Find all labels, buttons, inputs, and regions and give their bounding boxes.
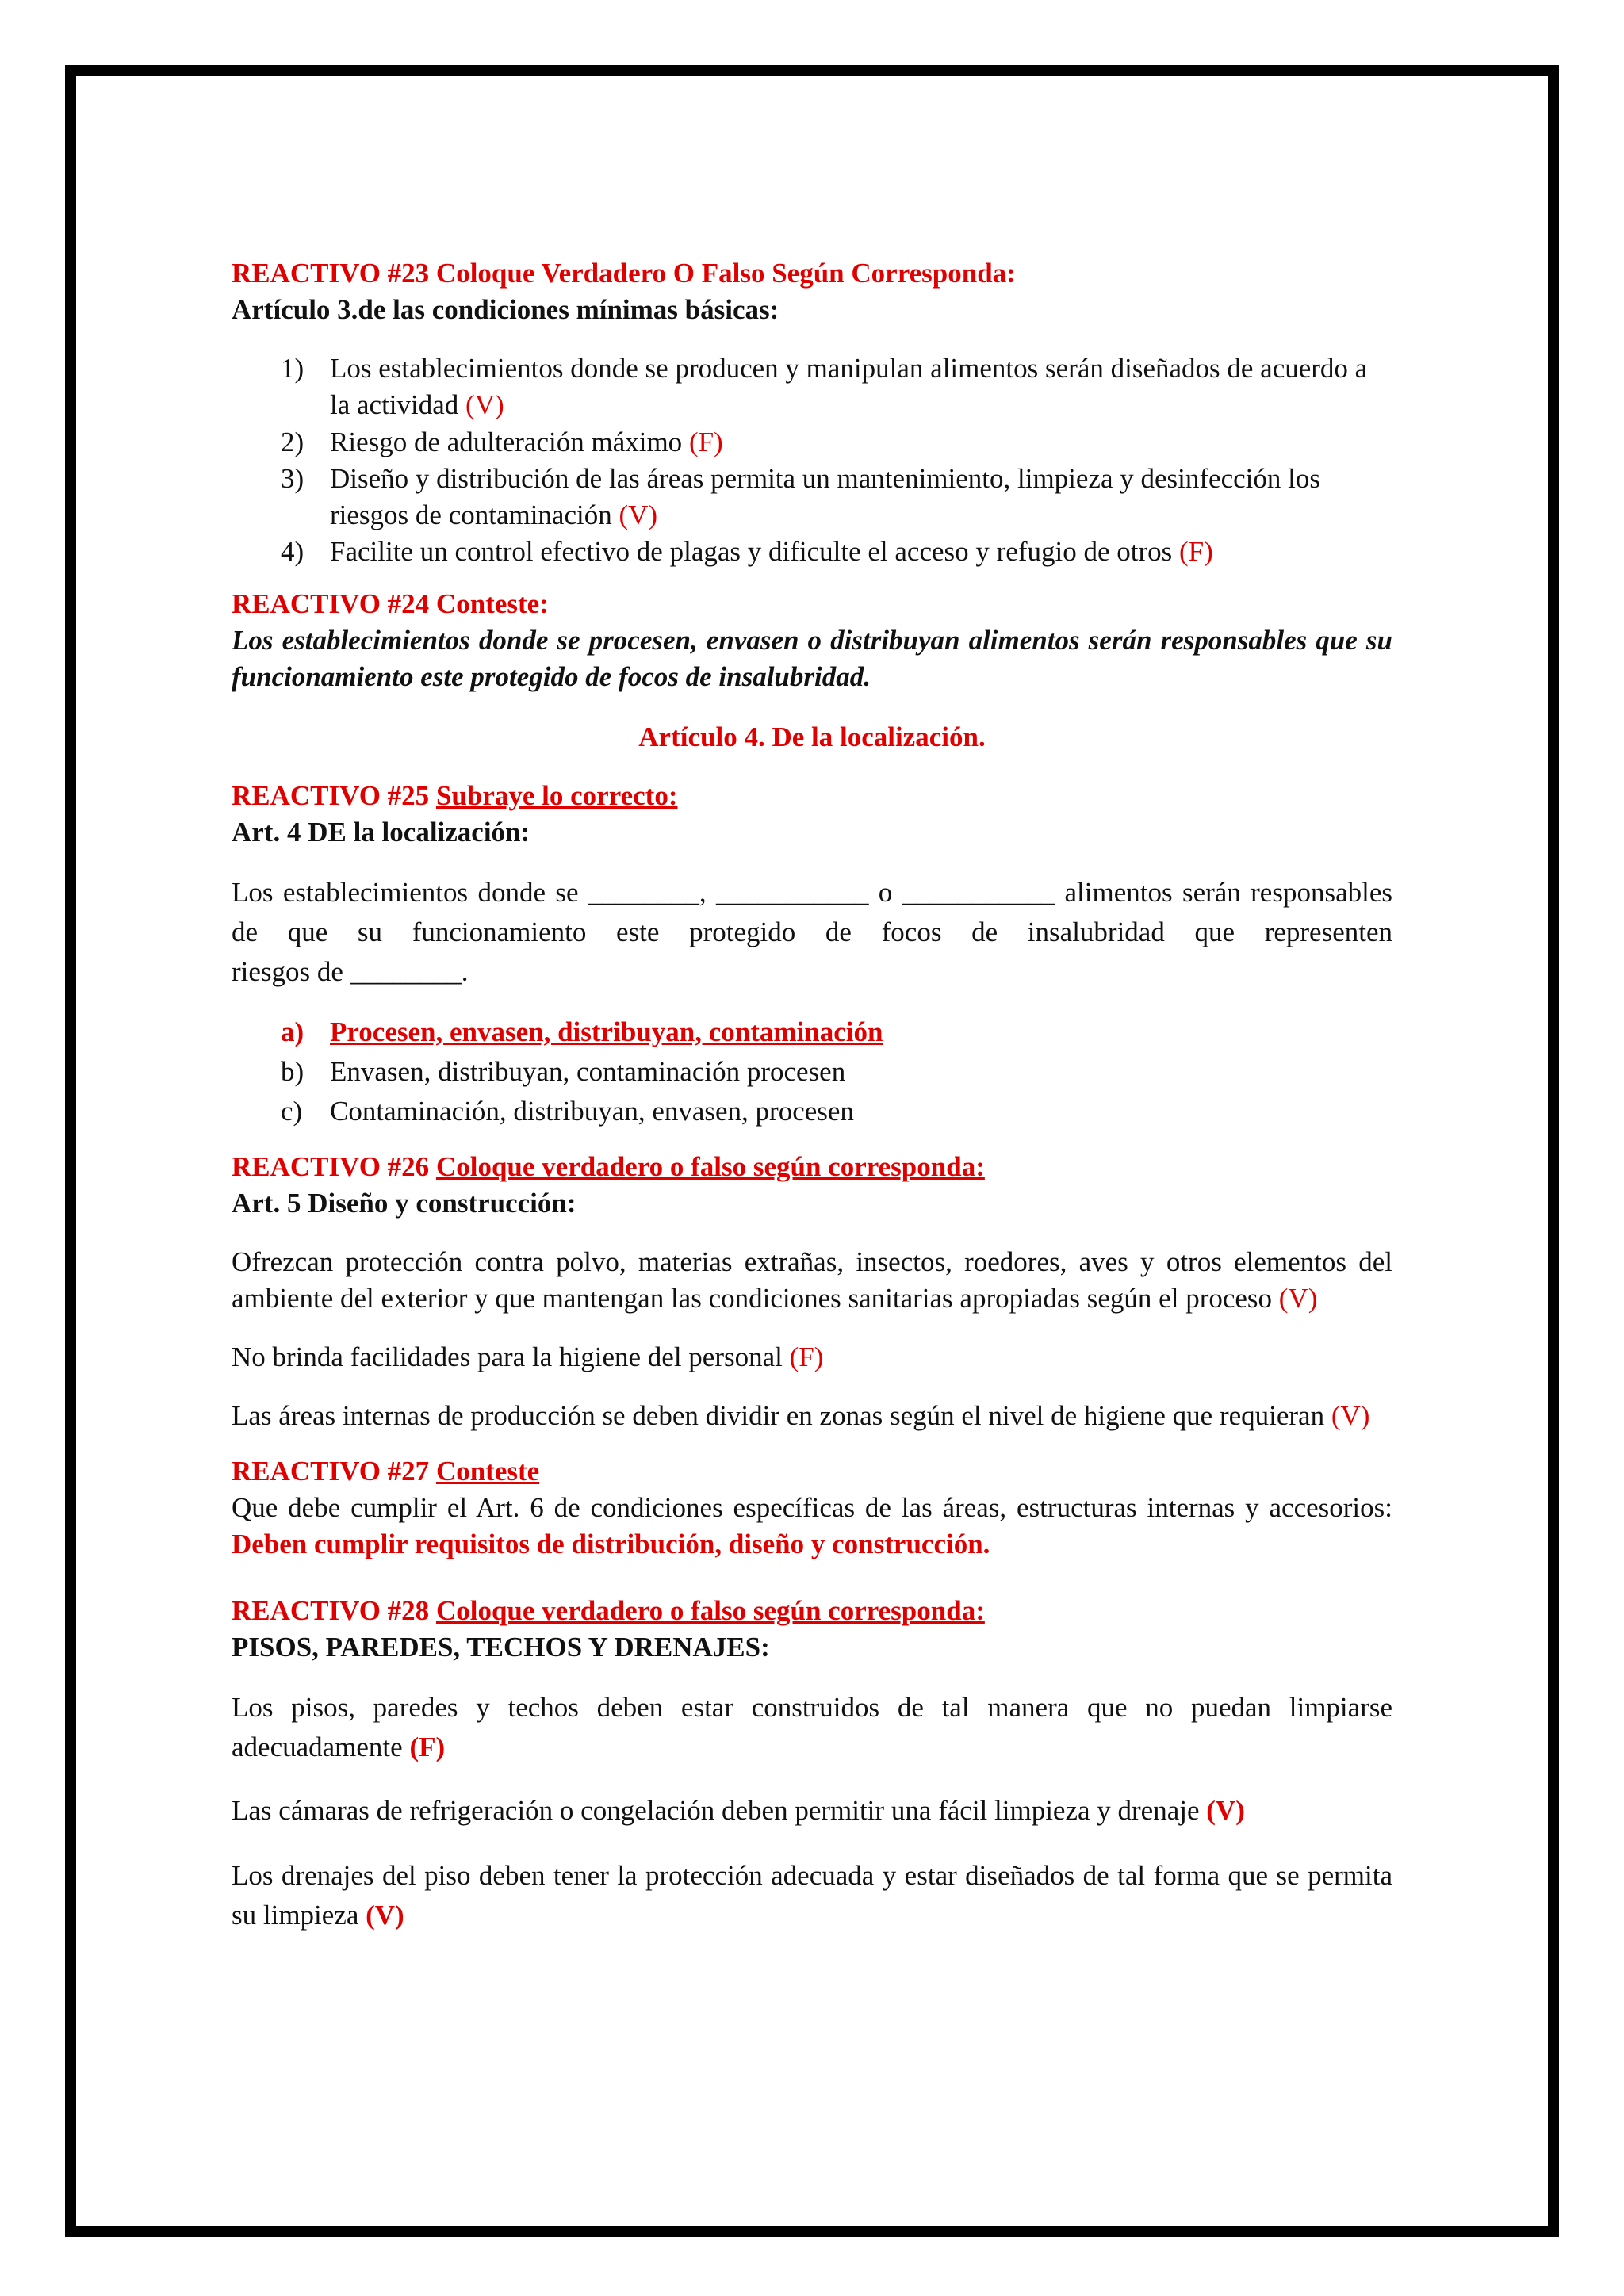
statement: Ofrezcan protección contra polvo, materias extrañas, insectos, roedores, aves y otros elementos del ambiente del exterior y que mantengan las condiciones sanitarias apropiadas según el proceso (V) — [232, 1246, 1392, 1314]
reactivo-23-list — [232, 350, 1392, 570]
reactivo-26 — [232, 1149, 1392, 1434]
reactivo-24 — [232, 586, 1392, 695]
option-c: c) Contaminación, distribuyan, envasen, procesen — [281, 1096, 854, 1127]
answer-badge: (F) — [789, 1341, 824, 1372]
answer-badge: (F) — [1179, 536, 1213, 567]
reactivo-28 — [232, 1593, 1392, 1935]
reactivo-25 — [232, 778, 1392, 1131]
answer-badge: (V) — [465, 389, 504, 420]
answer-badge: (F) — [688, 427, 723, 457]
statement: Los pisos, paredes y techos deben estar construidos de tal manera que no puedan limpiarse adecuadamente (F) — [232, 1692, 1392, 1762]
reactivo-28-title: REACTIVO #28 Coloque verdadero o falso según corresponda: — [232, 1595, 985, 1626]
reactivo-27 — [232, 1453, 1392, 1563]
reactivo-25-title: REACTIVO #25 Subraye lo correcto: — [232, 780, 678, 811]
statement: Las cámaras de refrigeración o congelación deben permitir una fácil limpieza y drenaje (V) — [232, 1795, 1245, 1826]
reactivo-27-title: REACTIVO #27 Conteste — [232, 1456, 540, 1487]
answer-badge: (V) — [366, 1900, 404, 1931]
answer-badge: (V) — [1278, 1283, 1318, 1314]
articulo-4-heading: Artículo 4. De la localización. — [638, 721, 986, 752]
reactivo-24-title: REACTIVO #24 Conteste: — [232, 588, 549, 619]
reactivo-26-title: REACTIVO #26 Coloque verdadero o falso según corresponda: — [232, 1151, 985, 1182]
reactivo-27-question: Que debe cumplir el Art. 6 de condiciones específicas de las áreas, estructuras internas y accesorios: Deben cumplir requisitos de distribución, diseño y construcción. — [232, 1492, 1392, 1559]
reactivo-28-subtitle: PISOS, PAREDES, TECHOS Y DRENAJES: — [232, 1632, 770, 1663]
reactivo-23 — [232, 255, 1392, 570]
list-item: 3) Diseño y distribución de las áreas permita un mantenimiento, limpieza y desinfección los riesgos de contaminación (V) — [281, 463, 1320, 530]
list-item: 1) Los establecimientos donde se producen y manipulan alimentos serán diseñados de acuerdo a la actividad (V) — [281, 353, 1368, 420]
answer-badge: (V) — [619, 499, 658, 530]
answer-badge: (F) — [409, 1732, 446, 1762]
reactivo-25-options — [232, 1012, 1392, 1131]
reactivo-26-subtitle: Art. 5 Diseño y construcción: — [232, 1188, 576, 1219]
answer-badge: (V) — [1206, 1795, 1245, 1826]
reactivo-25-paragraph: Los establecimientos donde se ________, ___________ o ___________ alimentos serán responsables de que su funcionamiento este protegido de focos de insalubridad que representen — [232, 877, 1392, 947]
statement: Las áreas internas de producción se deben dividir en zonas según el nivel de higiene que requieran (V) — [232, 1400, 1370, 1431]
option-a-correct: a) Procesen, envasen, distribuyan, contaminación — [281, 1016, 883, 1047]
statement: No brinda facilidades para la higiene del personal (F) — [232, 1341, 824, 1372]
list-item: 4) Facilite un control efectivo de plagas y dificulte el acceso y refugio de otros (F) — [281, 536, 1213, 567]
reactivo-25-subtitle: Art. 4 DE la localización: — [232, 817, 530, 848]
list-item: 2) Riesgo de adulteración máximo (F) — [281, 427, 723, 457]
reactivo-23-subtitle: Artículo 3.de las condiciones mínimas básicas: — [232, 294, 779, 325]
document-body — [232, 255, 1392, 1935]
answer-badge: (V) — [1331, 1400, 1370, 1431]
option-b: b) Envasen, distribuyan, contaminación procesen — [281, 1056, 846, 1087]
reactivo-25-paragraph-end: riesgos de ________. — [232, 956, 469, 987]
statement: Los drenajes del piso deben tener la protección adecuada y estar diseñados de tal forma que se permita su limpieza (V) — [232, 1860, 1392, 1931]
reactivo-27-answer: Deben cumplir requisitos de distribución, diseño y construcción. — [232, 1529, 990, 1559]
reactivo-24-answer: Los establecimientos donde se procesen, envasen o distribuyan alimentos serán responsables que su funcionamiento este protegido de focos de insalubridad. — [232, 625, 1392, 692]
reactivo-23-title: REACTIVO #23 Coloque Verdadero O Falso Según Corresponda: — [232, 258, 1016, 289]
